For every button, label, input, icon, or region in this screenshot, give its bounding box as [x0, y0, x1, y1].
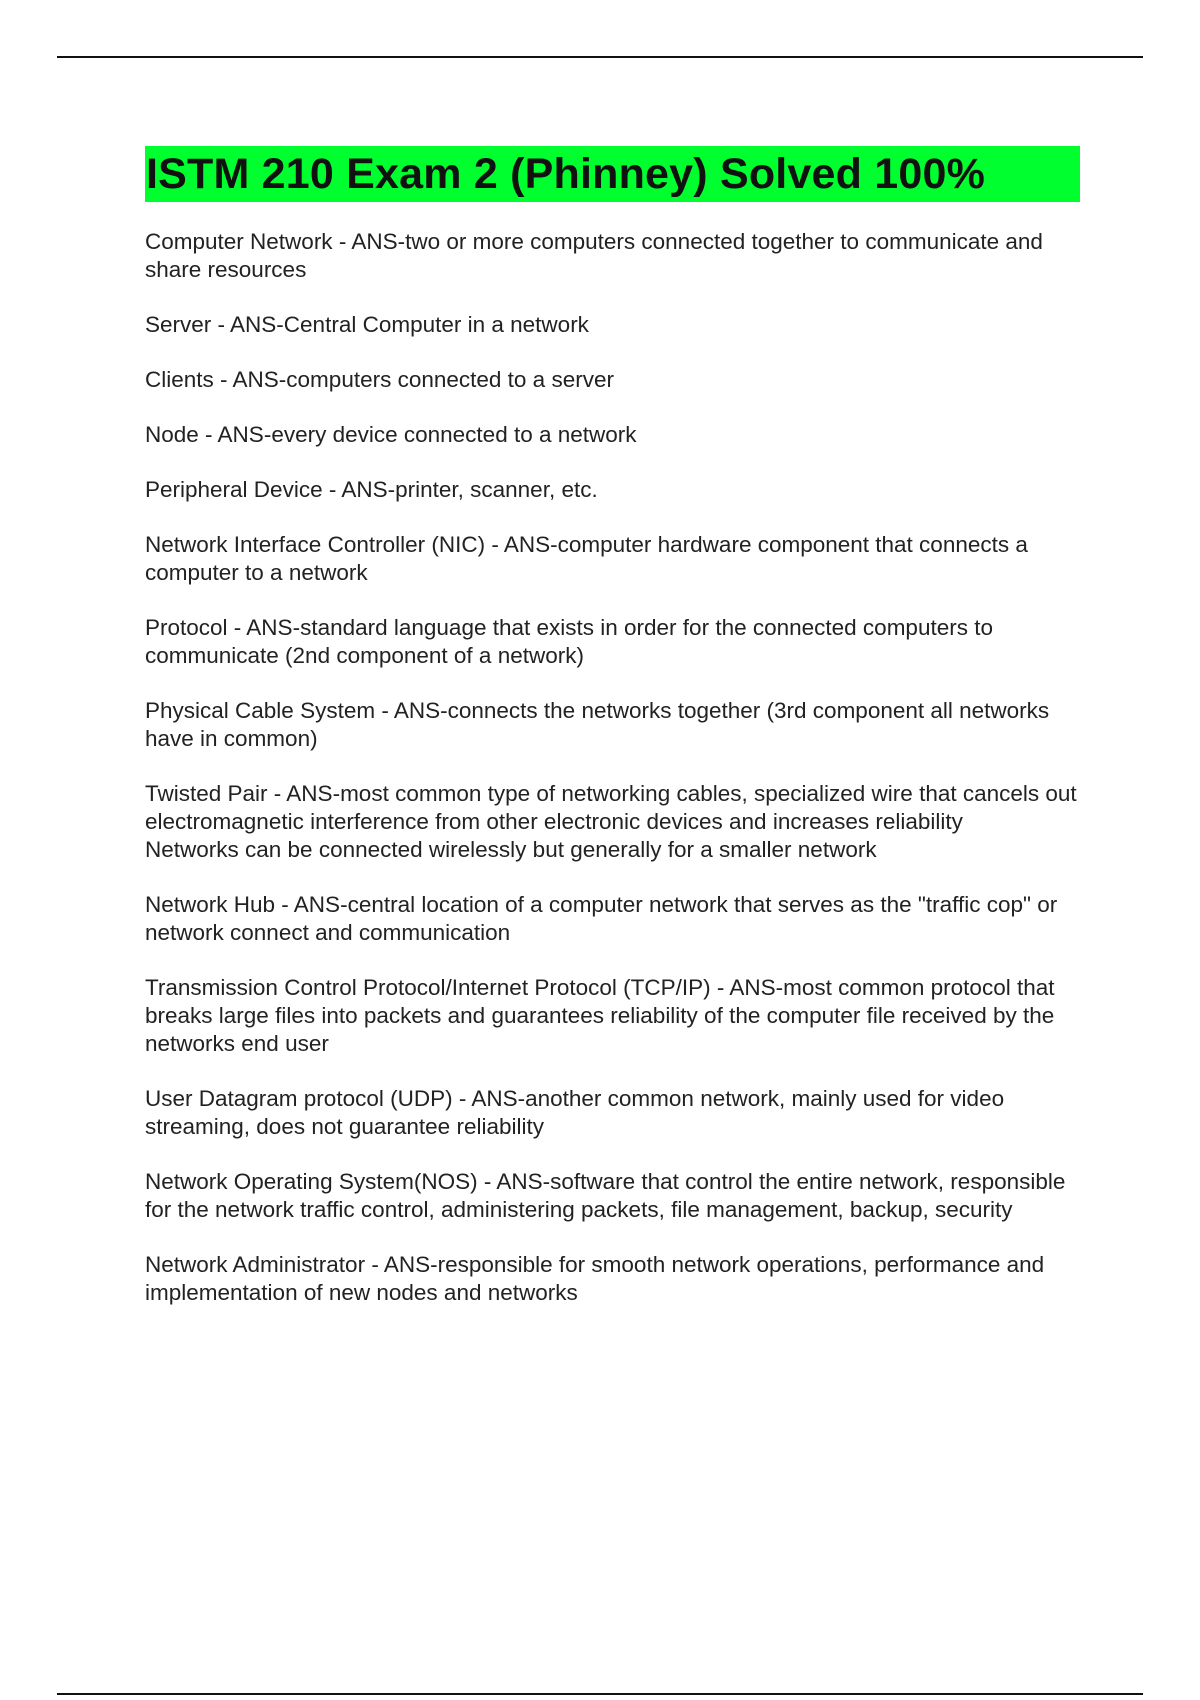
- qa-answer: two or more computers connected together to communicate and share resources: [145, 229, 1043, 282]
- qa-term: Network Operating System(NOS): [145, 1169, 478, 1194]
- qa-term: Node: [145, 422, 199, 447]
- qa-answer: responsible for smooth network operations, performance and implementation of new nodes and networks: [145, 1252, 1045, 1305]
- qa-separator: - ANS-: [275, 892, 348, 917]
- qa-separator: - ANS-: [213, 367, 287, 392]
- qa-answer: software that control the entire network, responsible for the network traffic control, administering packets, file management, backup, security: [145, 1169, 1066, 1222]
- qa-separator: - ANS-: [710, 975, 784, 1000]
- qa-term: Network Hub: [145, 892, 276, 917]
- qa-separator: - ANS-: [485, 532, 558, 557]
- qa-item: [145, 697, 1080, 753]
- qa-separator: - ANS-: [198, 422, 272, 447]
- qa-separator: - ANS-: [211, 312, 284, 337]
- qa-item: [145, 228, 1080, 284]
- qa-term: Server: [145, 312, 212, 337]
- qa-note: Networks can be connected wirelessly but generally for a smaller network: [145, 837, 877, 862]
- qa-separator: - ANS-: [322, 477, 396, 502]
- qa-answer: standard language that exists in order for the connected computers to communicate (2nd component of a network): [145, 615, 993, 668]
- qa-answer: printer, scanner, etc.: [395, 477, 598, 502]
- header-rule: [57, 56, 1143, 58]
- qa-item: [145, 1251, 1080, 1307]
- qa-separator: - ANS-: [452, 1086, 526, 1111]
- qa-item: [145, 974, 1080, 1058]
- qa-term: Protocol: [145, 615, 228, 640]
- qa-separator: - ANS-: [332, 229, 406, 254]
- qa-answer: another common network, mainly used for video streaming, does not guarantee reliability: [145, 1086, 1005, 1139]
- qa-term: Transmission Control Protocol/Internet Protocol (TCP/IP): [145, 975, 711, 1000]
- qa-separator: - ANS-: [365, 1252, 438, 1277]
- qa-term: User Datagram protocol (UDP): [145, 1086, 453, 1111]
- qa-term: Clients: [145, 367, 214, 392]
- qa-item: [145, 1168, 1080, 1224]
- qa-answer: connects the networks together (3rd component all networks have in common): [145, 698, 1050, 751]
- qa-answer: Central Computer in a network: [283, 312, 589, 337]
- qa-item: [145, 891, 1080, 947]
- qa-answer: computers connected to a server: [286, 367, 614, 392]
- qa-item: [145, 366, 1080, 394]
- qa-separator: - ANS-: [227, 615, 301, 640]
- qa-term: Physical Cable System: [145, 698, 376, 723]
- qa-item: [145, 531, 1080, 587]
- qa-item: [145, 476, 1080, 504]
- qa-item: [145, 780, 1080, 864]
- qa-answer: most common protocol that breaks large files into packets and guarantees reliability of the computer file received by the networks end user: [145, 975, 1055, 1056]
- qa-term: Peripheral Device: [145, 477, 323, 502]
- qa-answer: most common type of networking cables, specialized wire that cancels out electromagnetic interference from other electronic devices and increases reliability: [145, 781, 1077, 834]
- footer-rule: [57, 1693, 1143, 1695]
- qa-term: Computer Network: [145, 229, 333, 254]
- qa-term: Network Administrator: [145, 1252, 366, 1277]
- document-title: ISTM 210 Exam 2 (Phinney) Solved 100%: [145, 146, 1080, 202]
- qa-separator: - ANS-: [267, 781, 341, 806]
- qa-answer: every device connected to a network: [271, 422, 637, 447]
- document-body: [145, 146, 1080, 1334]
- qa-item: [145, 311, 1080, 339]
- qa-answer: computer hardware component that connects a computer to a network: [145, 532, 1028, 585]
- qa-item: [145, 614, 1080, 670]
- qa-separator: - ANS-: [375, 698, 448, 723]
- qa-answer: central location of a computer network that serves as the "traffic cop" or network connect and communication: [145, 892, 1058, 945]
- qa-list: [145, 228, 1080, 1307]
- qa-item: [145, 1085, 1080, 1141]
- qa-item: [145, 421, 1080, 449]
- qa-separator: - ANS-: [477, 1169, 551, 1194]
- qa-term: Twisted Pair: [145, 781, 268, 806]
- qa-term: Network Interface Controller (NIC): [145, 532, 486, 557]
